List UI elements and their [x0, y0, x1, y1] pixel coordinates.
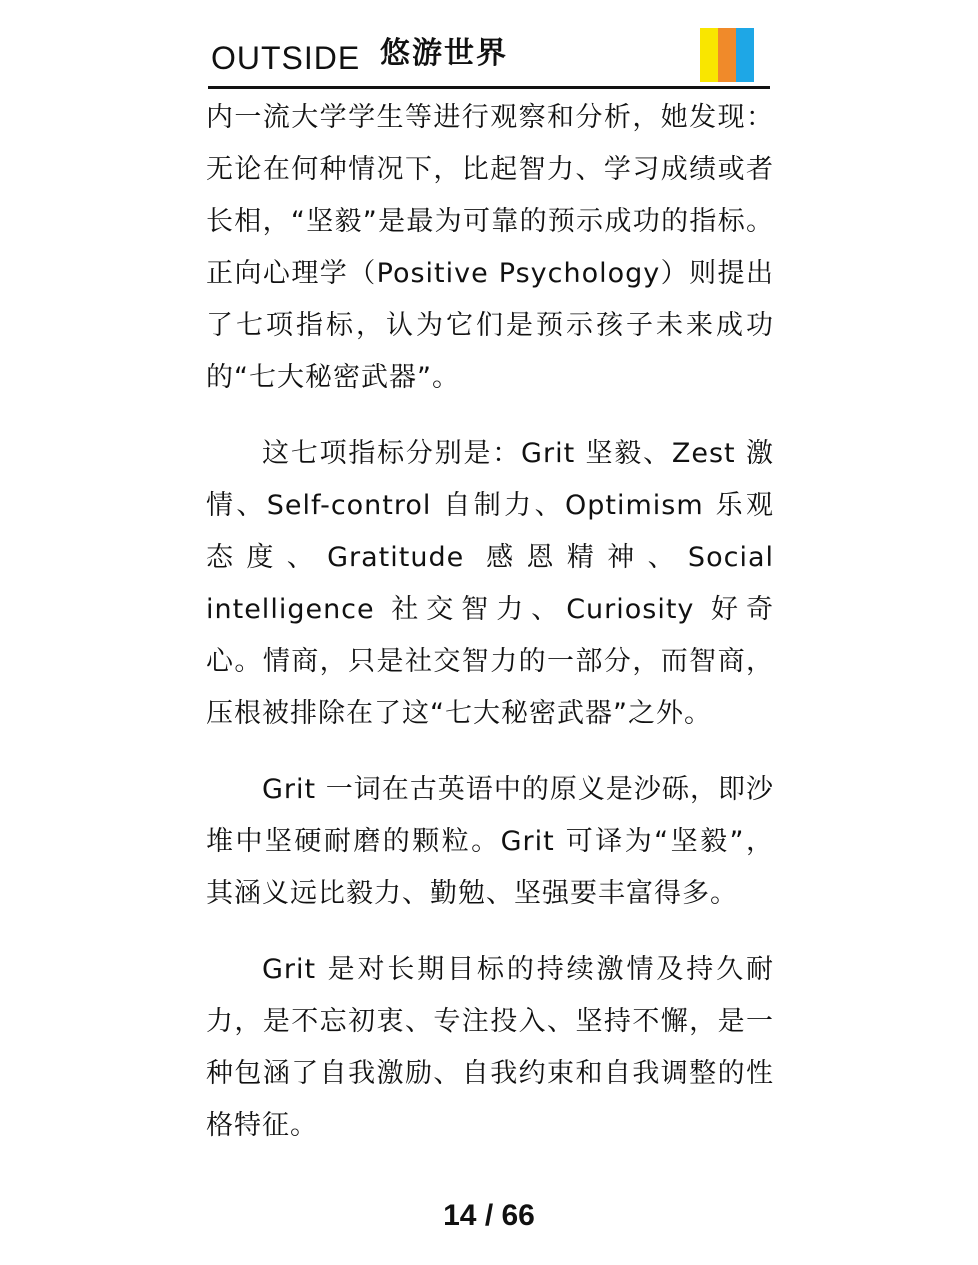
brand-name-chinese: 悠游世界 — [380, 36, 508, 71]
article-body — [206, 92, 774, 1152]
header-divider — [208, 86, 770, 89]
paragraph-1: 内一流大学学生等进行观察和分析，她发现：无论在何种情况下，比起智力、学习成绩或者长相，“坚毅”是最为可靠的预示成功的指标。正向心理学（Positive Psychology）则提出了七项指标，认为它们是预示孩子未来成功的“七大秘密武器”。 — [206, 102, 774, 393]
orange-bar — [718, 28, 736, 82]
page-indicator: 14 / 66 — [443, 1199, 535, 1232]
brand-color-bars — [700, 28, 756, 82]
page-header — [208, 28, 770, 90]
paragraph-2: 这七项指标分别是：Grit 坚毅、Zest 激情、Self-control 自制力、Optimism 乐观态度、Gratitude 感恩精神、Social intelligence 社交智力、Curiosity 好奇心。情商，只是社交智力的一部分，而智商，压根被排除在了这“七大秘密武器”之外。 — [206, 438, 774, 729]
paragraph-3: Grit 一词在古英语中的原义是沙砾，即沙堆中坚硬耐磨的颗粒。Grit 可译为“坚毅”，其涵义远比毅力、勤勉、坚强要丰富得多。 — [206, 774, 774, 909]
brand-name-latin: OUTSIDE — [211, 40, 361, 76]
blue-bar — [736, 28, 754, 82]
yellow-bar — [700, 28, 718, 82]
paragraph-4: Grit 是对长期目标的持续激情及持久耐力，是不忘初衷、专注投入、坚持不懈，是一种包涵了自我激励、自我约束和自我调整的性格特征。 — [206, 954, 774, 1141]
